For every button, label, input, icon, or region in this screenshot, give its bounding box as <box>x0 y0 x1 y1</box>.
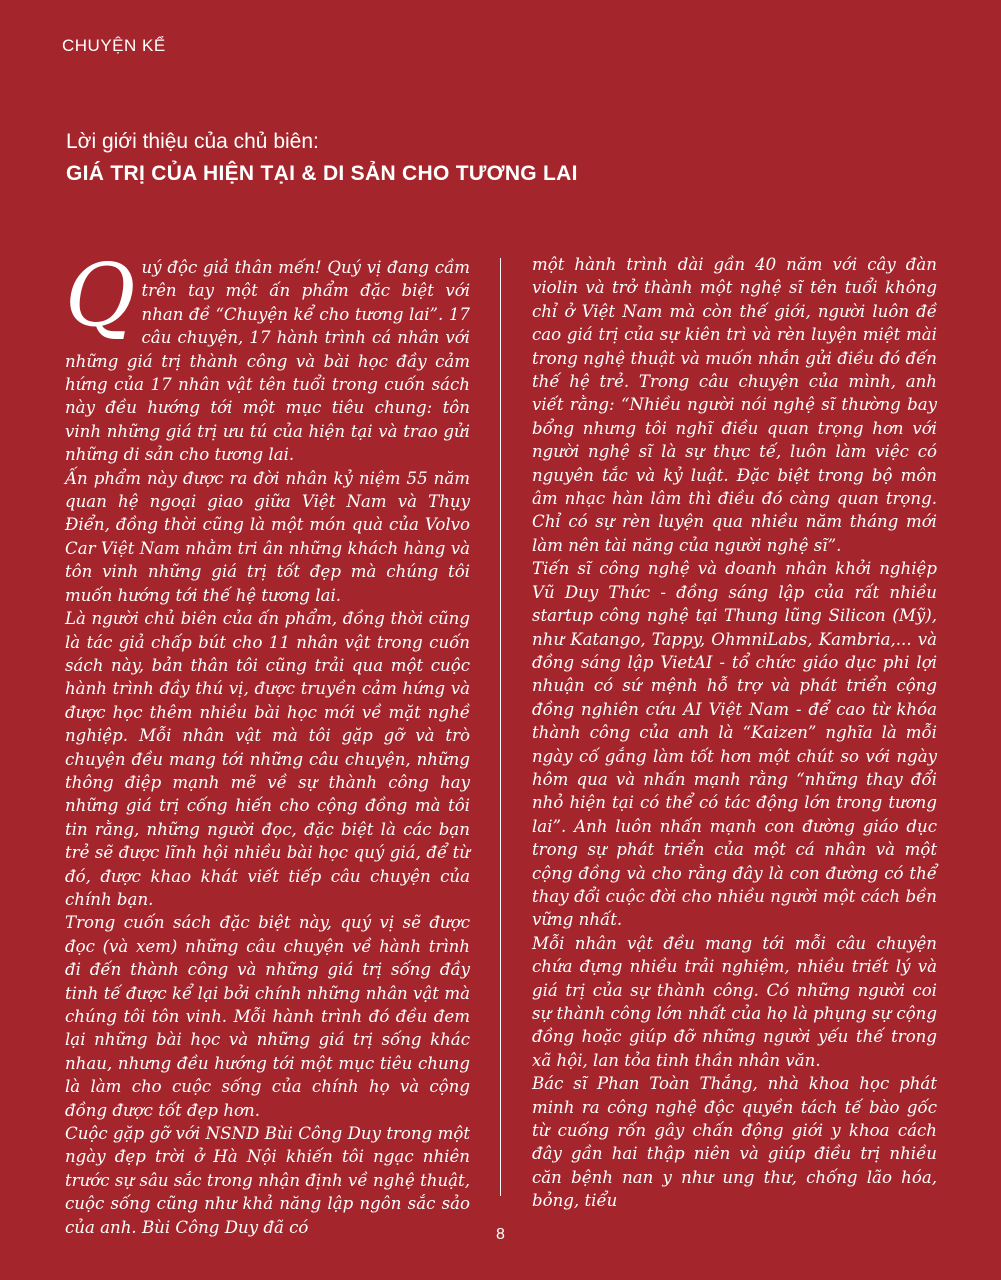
column-divider <box>500 258 501 1196</box>
drop-cap: Q <box>65 246 136 346</box>
paragraph: Bác sĩ Phan Toàn Thắng, nhà khoa học phát minh ra công nghệ độc quyền tách tế bào gốc từ cuống rốn gây chấn động giới y khoa cách đây gần hai thập niên và giúp điều trị nhiều căn bệnh nan y như ung thư, chống lão hóa, bỏng, tiểu <box>532 1074 937 1211</box>
paragraph: một hành trình dài gần 40 năm với cây đàn violin và trở thành một nghệ sĩ tên tuổi không chỉ ở Việt Nam mà còn thế giới, người luôn đề cao giá trị của sự kiên trì và rèn luyện miệt mài trong nghệ thuật và muốn nhắn gửi điều đó đến thế hệ trẻ. Trong câu chuyện của mình, anh viết rằng: “Nhiều người nói nghệ sĩ thường bay bổng nhưng tôi nghĩ điều quan trọng hơn với người nghệ sĩ là sự thực tế, luôn làm việc có nguyên tắc và kỷ luật. Đặc biệt trong bộ môn âm nhạc hàn lâm thì điều đó càng quan trọng. Chỉ có sự rèn luyện qua nhiều năm tháng mới làm nên tài năng của người nghệ sĩ”. <box>532 255 937 555</box>
intro-label: Lời giới thiệu của chủ biên: <box>66 130 319 153</box>
paragraph: Là người chủ biên của ấn phẩm, đồng thời cũng là tác giả chấp bút cho 11 nhân vật trong cuốn sách này, bản thân tôi cũng trải qua một cuộc hành trình đầy thú vị, được truyền cảm hứng và được học thêm nhiều bài học mới về mặt nghề nghiệp. Mỗi nhân vật mà tôi gặp gỡ và trò chuyện đều mang tới những câu chuyện, những thông điệp mạnh mẽ về sự thành công hay những giá trị cống hiến cho cộng đồng mà tôi tin rằng, những người đọc, đặc biệt là các bạn trẻ sẽ được lĩnh hội nhiều bài học quý giá, để từ đó, được khao khát viết tiếp câu chuyện của chính bạn. <box>65 609 470 909</box>
paragraph: Ấn phẩm này được ra đời nhân kỷ niệm 55 năm quan hệ ngoại giao giữa Việt Nam và Thụy Điển, đồng thời cũng là một món quà của Volvo Car Việt Nam nhằm tri ân những khách hàng và tôn vinh những giá trị tốt đẹp mà chúng tôi muốn hướng tới thế hệ tương lai. <box>65 468 470 605</box>
paragraph: uý độc giả thân mến! Quý vị đang cầm trên tay một ấn phẩm đặc biệt với nhan đề “Chuyện kể cho tương lai”. 17 câu chuyện, 17 hành trình cá nhân với những giá trị thành công và bài học đầy cảm hứng của 17 nhân vật tên tuổi trong cuốn sách này đều hướng tới một mục tiêu chung: tôn vinh những giá trị ưu tú của hiện tại và trao gửi những di sản cho tương lai. <box>65 258 470 465</box>
paragraph: Trong cuốn sách đặc biệt này, quý vị sẽ được đọc (và xem) những câu chuyện về hành trình đi đến thành công và những giá trị sống đầy tinh tế được kể lại bởi chính những nhân vật mà chúng tôi tôn vinh. Mỗi hành trình đó đều đem lại những bài học và những giá trị sống khác nhau, nhưng đều hướng tới một mục tiêu chung là làm cho cuộc sống của chính họ và cộng đồng được tốt đẹp hơn. <box>65 913 470 1120</box>
right-column <box>532 253 937 1211</box>
paragraph: Tiến sĩ công nghệ và doanh nhân khởi nghiệp Vũ Duy Thức - đồng sáng lập của rất nhiều startup công nghệ tại Thung lũng Silicon (Mỹ), như Katango, Tappy, OhmniLabs, Kambria,... và đồng sáng lập VietAI - tổ chức giáo dục phi lợi nhuận có sứ mệnh hỗ trợ và phát triển cộng đồng nghiên cứu AI Việt Nam - để cao từ khóa thành công của anh là “Kaizen” nghĩa là mỗi ngày cố gắng làm tốt hơn một chút so với ngày hôm qua và nhấn mạnh rằng “những thay đổi nhỏ hiện tại có thể có tác động lớn trong tương lai”. Anh luôn nhấn mạnh con đường giáo dục trong sự phát triển của một cá nhân và một cộng đồng và cho rằng đây là con đường có thể thay đổi cuộc đời cho nhiều người một cách bền vững nhất. <box>532 559 937 930</box>
page-number: 8 <box>496 1226 505 1243</box>
paragraph: Mỗi nhân vật đều mang tới mỗi câu chuyện chứa đựng nhiều trải nghiệm, nhiều triết lý và giá trị của sự thành công. Có những người coi sự thành công lớn nhất của họ là phụng sự cộng đồng hoặc giúp đỡ những người yếu thế trong xã hội, lan tỏa tinh thần nhân văn. <box>532 933 937 1070</box>
paragraph: Cuộc gặp gỡ với NSND Bùi Công Duy trong một ngày đẹp trời ở Hà Nội khiến tôi ngạc nhiên trước sự sâu sắc trong nhận định về nghệ thuật, cuộc sống cũng như khả năng lập ngôn sắc sảo của anh. Bùi Công Duy đã có <box>65 1124 470 1237</box>
page-title: GIÁ TRỊ CỦA HIỆN TẠI & DI SẢN CHO TƯƠNG LAI <box>66 162 578 185</box>
left-column <box>65 246 470 1237</box>
section-label: CHUYỆN KỂ <box>62 36 166 55</box>
